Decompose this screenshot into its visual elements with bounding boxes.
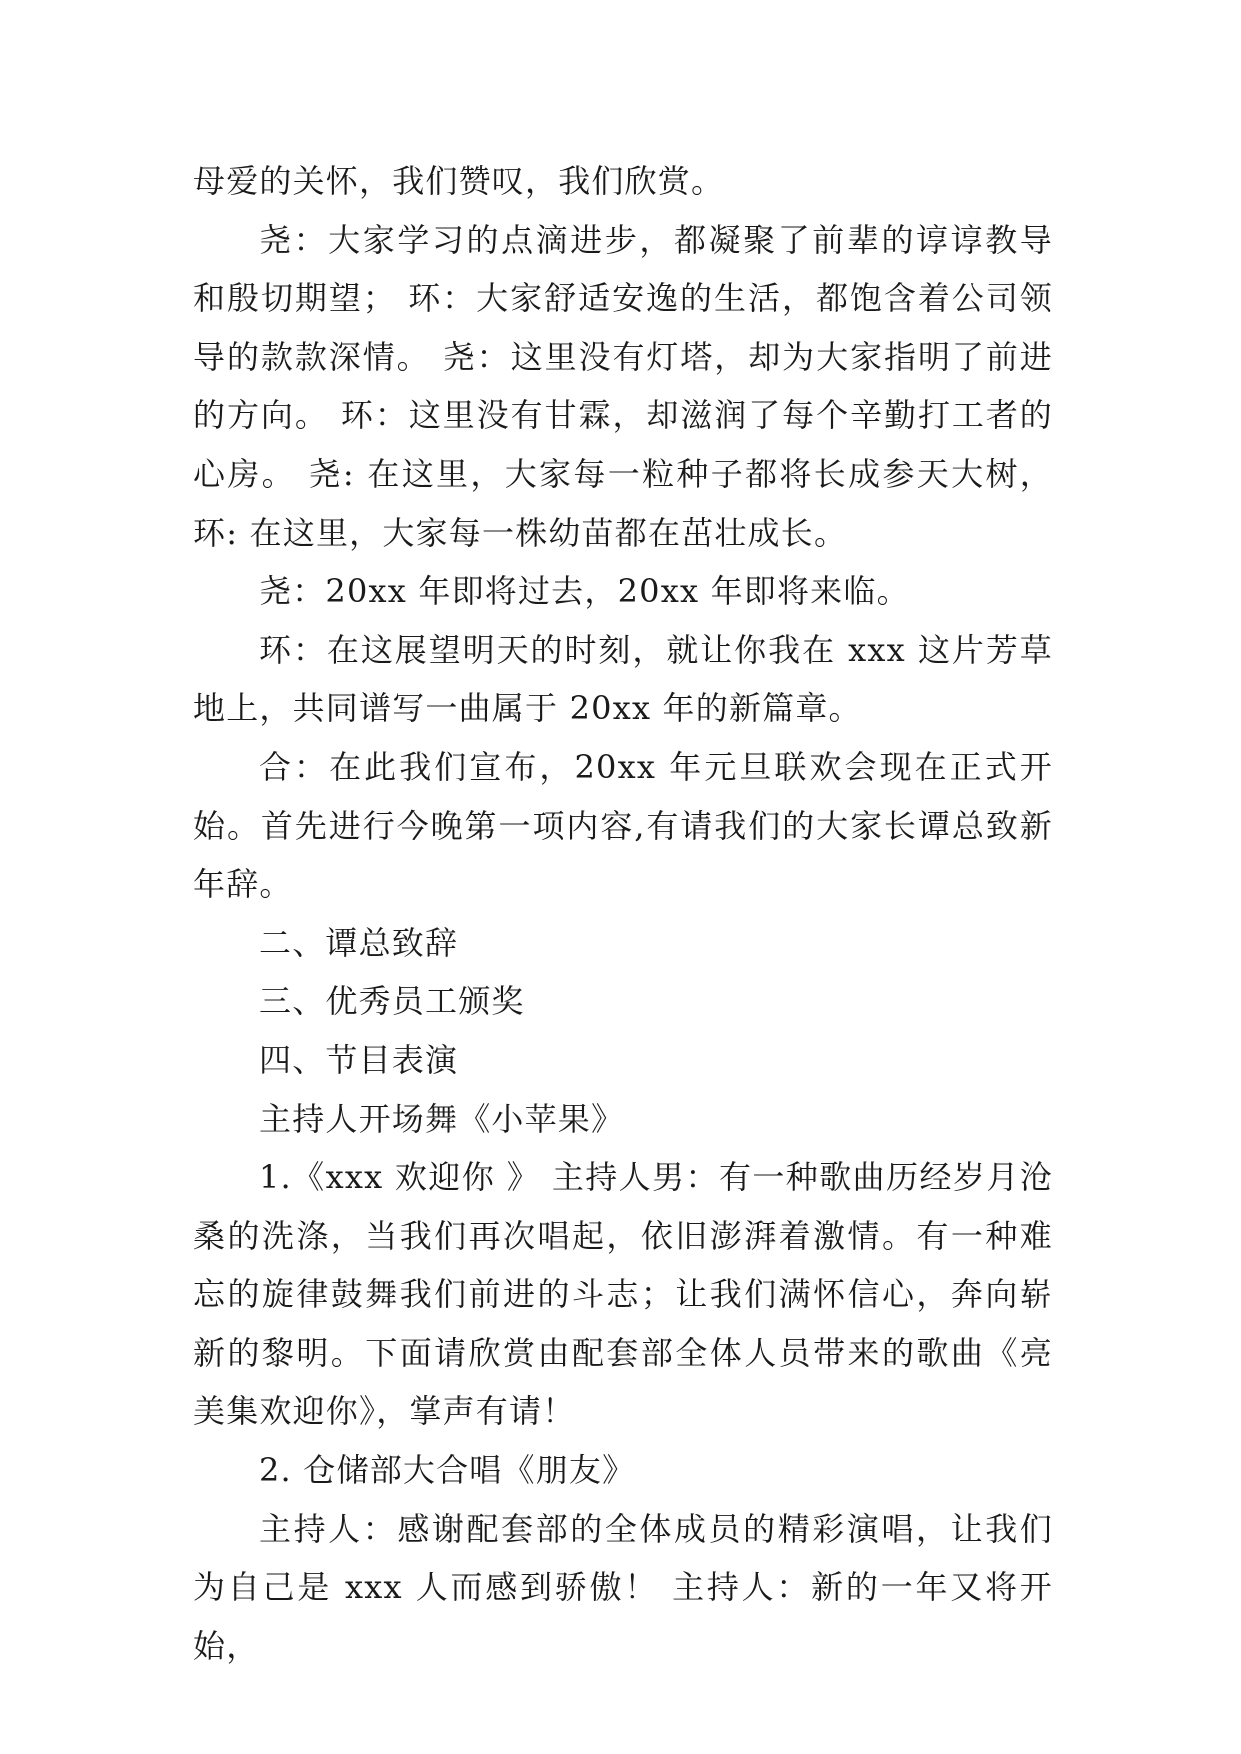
- paragraph-item-1: 1.《xxx 欢迎你 》 主持人男：有一种歌曲历经岁月沧桑的洗涤，当我们再次唱起，依旧澎湃着激情。有一种难忘的旋律鼓舞我们前进的斗志；让我们满怀信心，奔向崭新的黎明。下面请欣赏由配套部全体人员带来的歌曲《亮美集欢迎你》，掌声有请！: [193, 1158, 1053, 1431]
- paragraph-item-2: 2. 仓储部大合唱《朋友》: [259, 1451, 636, 1490]
- paragraph-5: 合：在此我们宣布，20xx 年元旦联欢会现在正式开始。首先进行今晚第一项内容,有请我们的大家长谭总致新年辞。: [193, 747, 1053, 904]
- paragraph-opening-dance: 主持人开场舞《小苹果》: [259, 1099, 625, 1138]
- section-heading-4: 四、节目表演: [259, 1040, 459, 1079]
- paragraph-3: 尧：20xx 年即将过去，20xx 年即将来临。: [259, 572, 910, 611]
- paragraph-1: 母爱的关怀，我们赞叹，我们欣赏。: [193, 162, 725, 200]
- section-heading-2: 二、谭总致辞: [259, 923, 459, 962]
- section-heading-3: 三、优秀员工颁奖: [259, 982, 525, 1021]
- paragraph-4: 环：在这展望明天的时刻，就让你我在 xxx 这片芳草地上，共同谱写一曲属于 20xx 年的新篇章。: [193, 630, 1053, 728]
- document-body: [193, 152, 1053, 1675]
- paragraph-2: 尧：大家学习的点滴进步，都凝聚了前辈的谆谆教导和殷切期望； 环：大家舒适安逸的生活，都饱含着公司领导的款款深情。 尧：这里没有灯塔，却为大家指明了前进的方向。 环：这里没有甘霖，却滋润了每个辛勤打工者的心房。 尧: 在这里，大家每一粒种子都将长成参天大树， 环: 在这里，大家每一株幼苗都在茁壮成长。: [193, 220, 1053, 552]
- paragraph-host-remarks: 主持人：感谢配套部的全体成员的精彩演唱，让我们为自己是 xxx 人而感到骄傲！ 主持人：新的一年又将开始，: [193, 1509, 1053, 1665]
